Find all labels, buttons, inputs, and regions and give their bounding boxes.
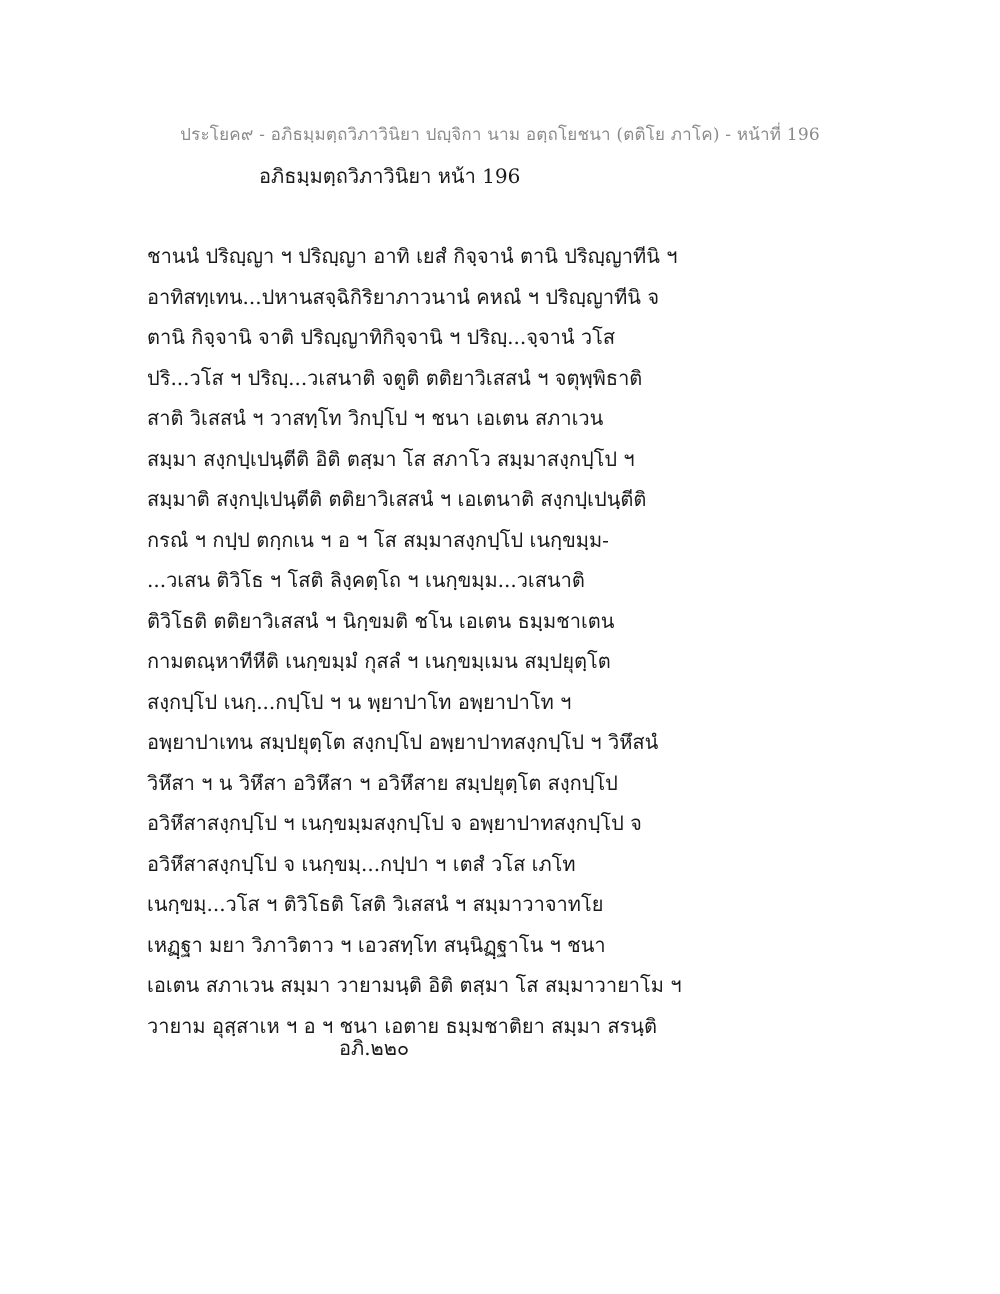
text-line: เหฏฺฐา มยา วิภาวิตาว ฯ เอวสทฺโท สนฺนิฏฺฐาโน ฯ ชนา bbox=[147, 932, 606, 957]
text-line: สงฺกปฺโป เนกฺ...กปฺโป ฯ น พฺยาปาโท อพฺยาปาโท ฯ bbox=[147, 689, 572, 714]
text-line: สมฺมา สงฺกปฺเปนฺตีติ อิติ ตสฺมา โส สภาโว สมฺมาสงฺกปฺโป ฯ bbox=[147, 446, 635, 471]
text-line: เอเตน สภาเวน สมฺมา วายามนฺติ อิติ ตสฺมา โส สมฺมาวายาโม ฯ bbox=[147, 973, 682, 997]
text-line: อวิหึสาสงฺกปฺโป ฯ เนกฺขมฺมสงฺกปฺโป จ อพฺยาปาทสงฺกปฺโป จ bbox=[147, 811, 642, 835]
text-line: ...วเสน ติวิโธ ฯ โสติ ลิงฺคตฺโถ ฯ เนกฺขมฺม...วเสนาติ bbox=[147, 568, 585, 592]
page-code: อภิ.๒๒๐ bbox=[339, 1036, 410, 1060]
text-line: สาติ วิเสสนํ ฯ วาสทฺโท วิกปฺโป ฯ ชนา เอเตน สภาเวน bbox=[147, 406, 604, 430]
text-line: วิหึสา ฯ น วิหึสา อวิหึสา ฯ อวิหึสาย สมฺปยุตฺโต สงฺกปฺโป bbox=[147, 770, 618, 795]
page-title: อภิธมฺมตฺถวิภาวินิยา หน้า 196 bbox=[259, 164, 521, 188]
text-line: เนกฺขมฺ...วโส ฯ ติวิโธติ โสติ วิเสสนํ ฯ สมฺมาวาจาทโย bbox=[147, 892, 604, 916]
body-text bbox=[147, 236, 867, 1046]
text-line: กรณํ ฯ กปฺป ตกฺกเน ฯ อ ฯ โส สมฺมาสงฺกปฺโป เนกฺขมฺม- bbox=[147, 527, 609, 552]
text-line: วายาม อุสฺสาเห ฯ อ ฯ ชนา เอตาย ธมฺมชาติยา สมฺมา สรนฺติ bbox=[147, 1013, 657, 1038]
text-line: อวิหึสาสงฺกปฺโป จ เนกฺขมฺ...กปฺปา ฯ เตสํ วโส เภโท bbox=[147, 851, 576, 876]
text-line: ปริ...วโส ฯ ปริญฺ...วเสนาติ จตูติ ตติยาวิเสสนํ ฯ จตุพฺพิธาติ bbox=[147, 365, 643, 390]
text-line: กามตณฺหาทีหีติ เนกฺขมฺมํ กุสลํ ฯ เนกฺขมฺเมน สมฺปยุตฺโต bbox=[147, 649, 611, 673]
text-line: ติวิโธติ ตติยาวิเสสนํ ฯ นิกฺขมติ ชโน เอเตน ธมฺมชาเตน bbox=[147, 608, 615, 633]
running-header: ประโยค๙ - อภิธมฺมตฺถวิภาวินิยา ปญฺจิกา นาม อตฺถโยชนา (ตติโย ภาโค) - หน้าที่ 196 bbox=[180, 125, 820, 145]
text-line: ชานนํ ปริญฺญา ฯ ปริญฺญา อาทิ เยสํ กิจฺจานํ ตานิ ปริญฺญาทีนิ ฯ bbox=[147, 244, 678, 268]
text-line: ตานิ กิจฺจานิ จาติ ปริญฺญาทิกิจฺจานิ ฯ ปริญฺ...จฺจานํ วโส bbox=[147, 325, 616, 349]
text-line: อพฺยาปาเทน สมฺปยุตฺโต สงฺกปฺโป อพฺยาปาทสงฺกปฺโป ฯ วิหึสนํ bbox=[147, 730, 659, 754]
text-line: สมฺมาติ สงฺกปฺเปนฺตีติ ตติยาวิเสสนํ ฯ เอเตนาติ สงฺกปฺเปนฺตีติ bbox=[147, 487, 647, 511]
text-line: อาทิสทฺเทน...ปหานสจฺฉิกิริยาภาวนานํ คหณํ ฯ ปริญฺญาทีนิ จ bbox=[147, 284, 660, 309]
